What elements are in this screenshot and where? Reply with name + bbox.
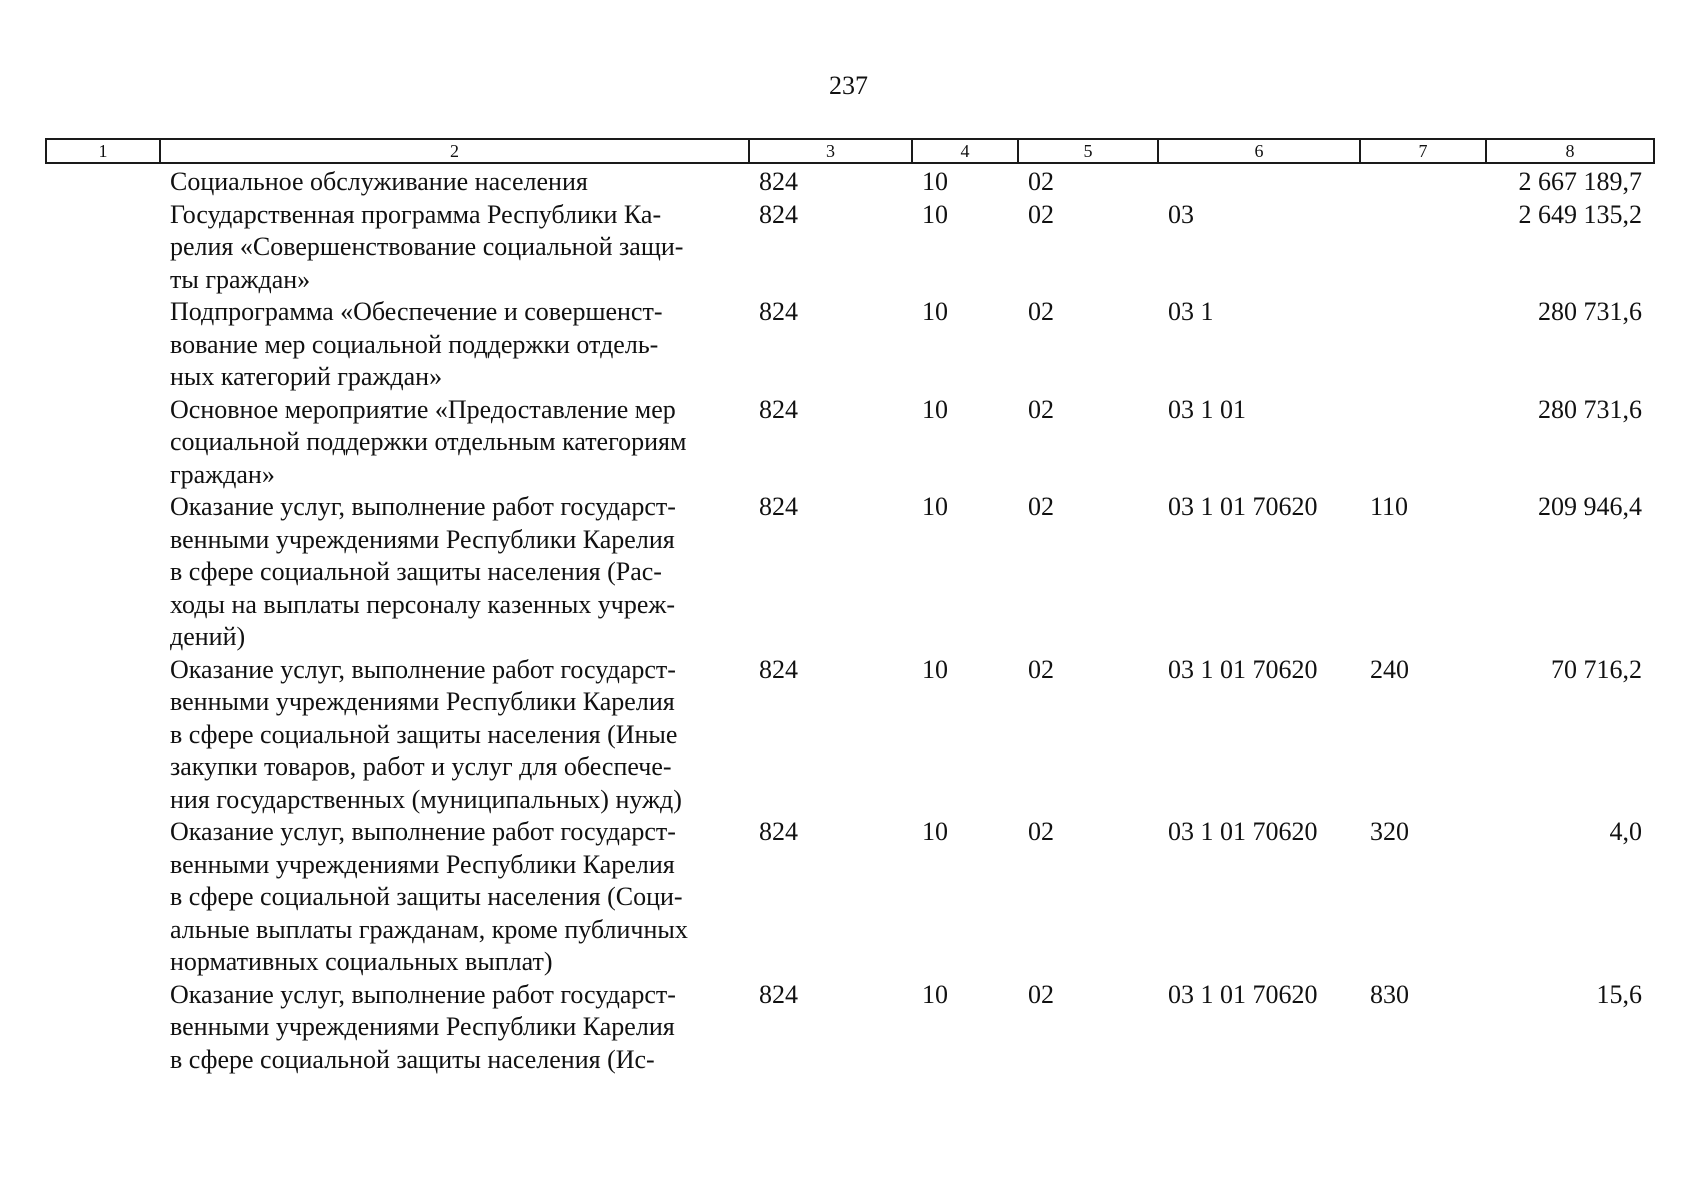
cell-empty (46, 199, 160, 297)
budget-table (45, 138, 1655, 1076)
cell-description: Подпрограмма «Обеспечение и совершенст- вование мер социальной поддержки отдель- ных категорий граждан» (170, 297, 663, 391)
cell-section-code: 10 (922, 492, 948, 521)
page-number: 237 (829, 71, 868, 100)
cell-expense-type: 830 (1370, 979, 1409, 1009)
cell-ministry-code: 824 (759, 654, 798, 684)
cell-section-code: 10 (922, 654, 948, 684)
cell-empty (46, 816, 160, 979)
cell-description: Оказание услуг, выполнение работ государст- венными учреждениями Республики Карелия в сфере социальной защиты населения (Рас- ходы на выплаты персоналу казенных учреж- дений) (170, 492, 676, 651)
cell-subsection-code: 02 (1028, 297, 1054, 326)
cell-expense-type (1360, 199, 1486, 297)
cell-ministry-code: 824 (759, 199, 798, 229)
cell-expense-type (1360, 394, 1486, 492)
table-row (46, 491, 1654, 654)
cell-description: Оказание услуг, выполнение работ государст- венными учреждениями Республики Карелия в сфере социальной защиты населения (Ис- (170, 979, 676, 1074)
cell-expense-type (1360, 296, 1486, 394)
cell-ministry-code: 824 (759, 979, 798, 1009)
cell-ministry-code: 824 (759, 167, 798, 196)
cell-target-article: 03 1 (1168, 297, 1214, 326)
cell-subsection-code: 02 (1028, 817, 1054, 846)
cell-target-article: 03 1 01 70620 (1168, 654, 1318, 684)
table-row (46, 163, 1654, 199)
cell-description: Социальное обслуживание населения (170, 167, 588, 196)
cell-target-article: 03 1 01 70620 (1168, 979, 1318, 1009)
cell-target-article: 03 1 01 70620 (1168, 492, 1318, 521)
table-row (46, 199, 1654, 297)
column-number-6: 6 (1158, 139, 1360, 163)
cell-expense-type: 240 (1370, 654, 1409, 684)
cell-ministry-code: 824 (759, 297, 798, 326)
cell-subsection-code: 02 (1028, 492, 1054, 521)
cell-amount: 2 649 135,2 (1518, 199, 1642, 229)
table-row (46, 979, 1654, 1077)
cell-ministry-code: 824 (759, 817, 798, 846)
column-number-2: 2 (160, 139, 749, 163)
cell-section-code: 10 (922, 167, 948, 196)
cell-expense-type (1360, 163, 1486, 199)
cell-target-article: 03 1 01 (1168, 394, 1246, 424)
cell-empty (46, 296, 160, 394)
column-number-1: 1 (46, 139, 160, 163)
cell-empty (46, 394, 160, 492)
cell-subsection-code: 02 (1028, 654, 1054, 684)
cell-section-code: 10 (922, 817, 948, 846)
column-number-7: 7 (1360, 139, 1486, 163)
cell-empty (46, 163, 160, 199)
cell-expense-type: 110 (1370, 492, 1409, 521)
cell-amount: 4,0 (1609, 817, 1642, 846)
table-row (46, 296, 1654, 394)
cell-amount: 280 731,6 (1538, 394, 1642, 424)
cell-amount: 280 731,6 (1538, 297, 1642, 326)
cell-target-article: 03 1 01 70620 (1168, 817, 1318, 846)
cell-ministry-code: 824 (759, 492, 798, 521)
table-row (46, 816, 1654, 979)
table-header (46, 139, 1654, 163)
cell-subsection-code: 02 (1028, 199, 1054, 229)
cell-section-code: 10 (922, 979, 948, 1009)
cell-amount: 70 716,2 (1551, 654, 1642, 684)
cell-description: Оказание услуг, выполнение работ государст- венными учреждениями Республики Карелия в сфере социальной защиты населения (Иные закупки товаров, работ и услуг для обеспече- ния государственных (муниципальных) нужд) (170, 654, 682, 814)
cell-subsection-code: 02 (1028, 167, 1054, 196)
cell-ministry-code: 824 (759, 394, 798, 424)
cell-subsection-code: 02 (1028, 979, 1054, 1009)
table-row (46, 654, 1654, 817)
cell-section-code: 10 (922, 297, 948, 326)
cell-description: Основное мероприятие «Предоставление мер социальной поддержки отдельным категориям граждан» (170, 394, 687, 489)
cell-section-code: 10 (922, 394, 948, 424)
cell-section-code: 10 (922, 199, 948, 229)
cell-amount: 15,6 (1596, 979, 1642, 1009)
column-number-8: 8 (1486, 139, 1654, 163)
table-body (46, 163, 1654, 1076)
column-number-row (46, 139, 1654, 163)
cell-empty (46, 979, 160, 1077)
cell-description: Государственная программа Республики Ка- релия «Совершенствование социальной защи- ты граждан» (170, 199, 684, 294)
cell-empty (46, 654, 160, 817)
column-number-5: 5 (1018, 139, 1158, 163)
cell-subsection-code: 02 (1028, 394, 1054, 424)
cell-target-article (1158, 163, 1360, 199)
table-row (46, 394, 1654, 492)
cell-target-article: 03 (1168, 199, 1194, 229)
cell-amount: 209 946,4 (1538, 492, 1642, 521)
cell-expense-type: 320 (1370, 817, 1409, 846)
column-number-4: 4 (912, 139, 1018, 163)
cell-description: Оказание услуг, выполнение работ государст- венными учреждениями Республики Карелия в сфере социальной защиты населения (Соци- альные выплаты гражданам, кроме публичных нормативных социальных выплат) (170, 817, 688, 976)
column-number-3: 3 (749, 139, 912, 163)
cell-amount: 2 667 189,7 (1518, 167, 1642, 196)
cell-empty (46, 491, 160, 654)
